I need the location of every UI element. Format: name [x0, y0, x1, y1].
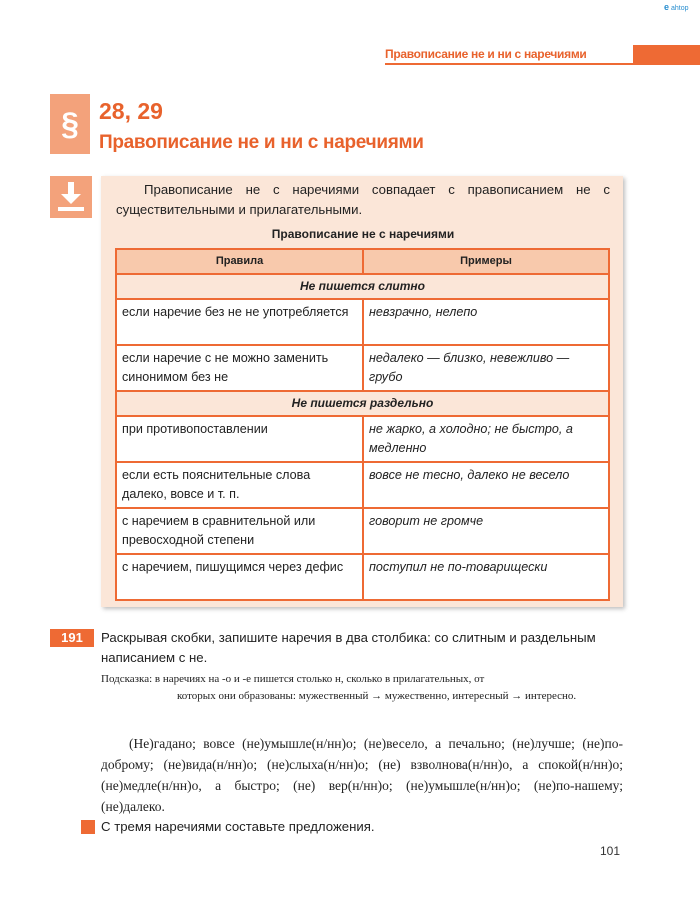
column-header-examples: Примеры — [363, 249, 609, 274]
example-cell: недалеко — близко, невежливо — грубо — [363, 345, 609, 391]
paragraph-number: 28, 29 — [99, 98, 163, 124]
rule-cell: если есть пояснительные слова далеко, вовсе и т. п. — [116, 462, 363, 508]
exercise-words: (Не)гадано; вовсе (не)умышле(н/нн)о; (не)весело, а печально; (не)лучше; (не)по-доброму; (не)вида(н/нн)о; (не)слыха(н/нн)о; (не) взволнова(н/нн)о, а спокой(н/нн)о; (не)медле(н/нн)о, а быстро; (не) вер(н/нн)о; (не)умышле(н/нн)о; (не)по-нашему; (не)далеко. — [101, 736, 623, 814]
exercise-number: 191 — [50, 629, 94, 647]
rule-cell: при противопоставлении — [116, 416, 363, 462]
hint-text: в наречиях на -о и -е пишется столько н, сколько в прилагательных, от — [154, 673, 485, 685]
hint-label: Подсказка: — [101, 673, 153, 685]
sentence-task: С тремя наречиями составьте предложения. — [101, 819, 375, 834]
publisher-logo — [664, 2, 696, 16]
rule-cell: если наречие без не не употребляется — [116, 299, 363, 345]
group-row-together — [116, 274, 609, 299]
rule-cell: с наречием в сравнительной или превосходной степени — [116, 508, 363, 554]
running-title: Правописание не и ни с наречиями — [385, 47, 587, 61]
page-number: 101 — [600, 844, 621, 858]
header-divider — [385, 63, 700, 65]
group-title-separate: Не пишется раздельно — [116, 391, 609, 416]
task-marker-icon — [81, 820, 95, 834]
hint-continuation: которых они образованы: мужественный → мужественно, интересный → интересно. — [177, 690, 577, 702]
example-cell: невзрачно, нелепо — [363, 299, 609, 345]
running-header — [385, 45, 633, 65]
example-cell: вовсе не тесно, далеко не весело — [363, 462, 609, 508]
exercise-task: Раскрывая скобки, запишите наречия в два столбика: со слитным и раздельным написанием с не. — [101, 630, 596, 665]
group-title-together: Не пишется слитно — [116, 274, 609, 299]
table-row — [116, 299, 609, 345]
section-sign-badge: § — [50, 94, 90, 154]
example-cell: не жарко, а холодно; не быстро, а медленно — [363, 416, 609, 462]
table-row — [116, 345, 609, 391]
example-cell: поступил не по-товарищески — [363, 554, 609, 600]
example-cell: говорит не громче — [363, 508, 609, 554]
download-icon — [50, 176, 92, 218]
table-row — [116, 508, 609, 554]
exercise-hint — [101, 671, 621, 705]
rule-intro-text: Правописание не с наречиями совпадает с правописанием не с существительными и прилагательными. — [116, 182, 610, 217]
rule-cell: если наречие с не можно заменить синонимом без не — [116, 345, 363, 391]
table-caption: Правописание не с наречиями — [271, 227, 455, 241]
rule-cell: с наречием, пишущимся через дефис — [116, 554, 363, 600]
table-row — [116, 554, 609, 600]
logo-symbol: e — [664, 2, 670, 12]
column-header-rules: Правила — [116, 249, 363, 274]
logo-text: ahtop — [670, 5, 689, 12]
table-row — [116, 462, 609, 508]
table-header-row — [116, 249, 609, 274]
header-accent-bar — [633, 45, 700, 63]
group-row-separate — [116, 391, 609, 416]
table-row — [116, 416, 609, 462]
page-title: Правописание не и ни с наречиями — [99, 132, 424, 153]
rules-table — [115, 248, 610, 601]
